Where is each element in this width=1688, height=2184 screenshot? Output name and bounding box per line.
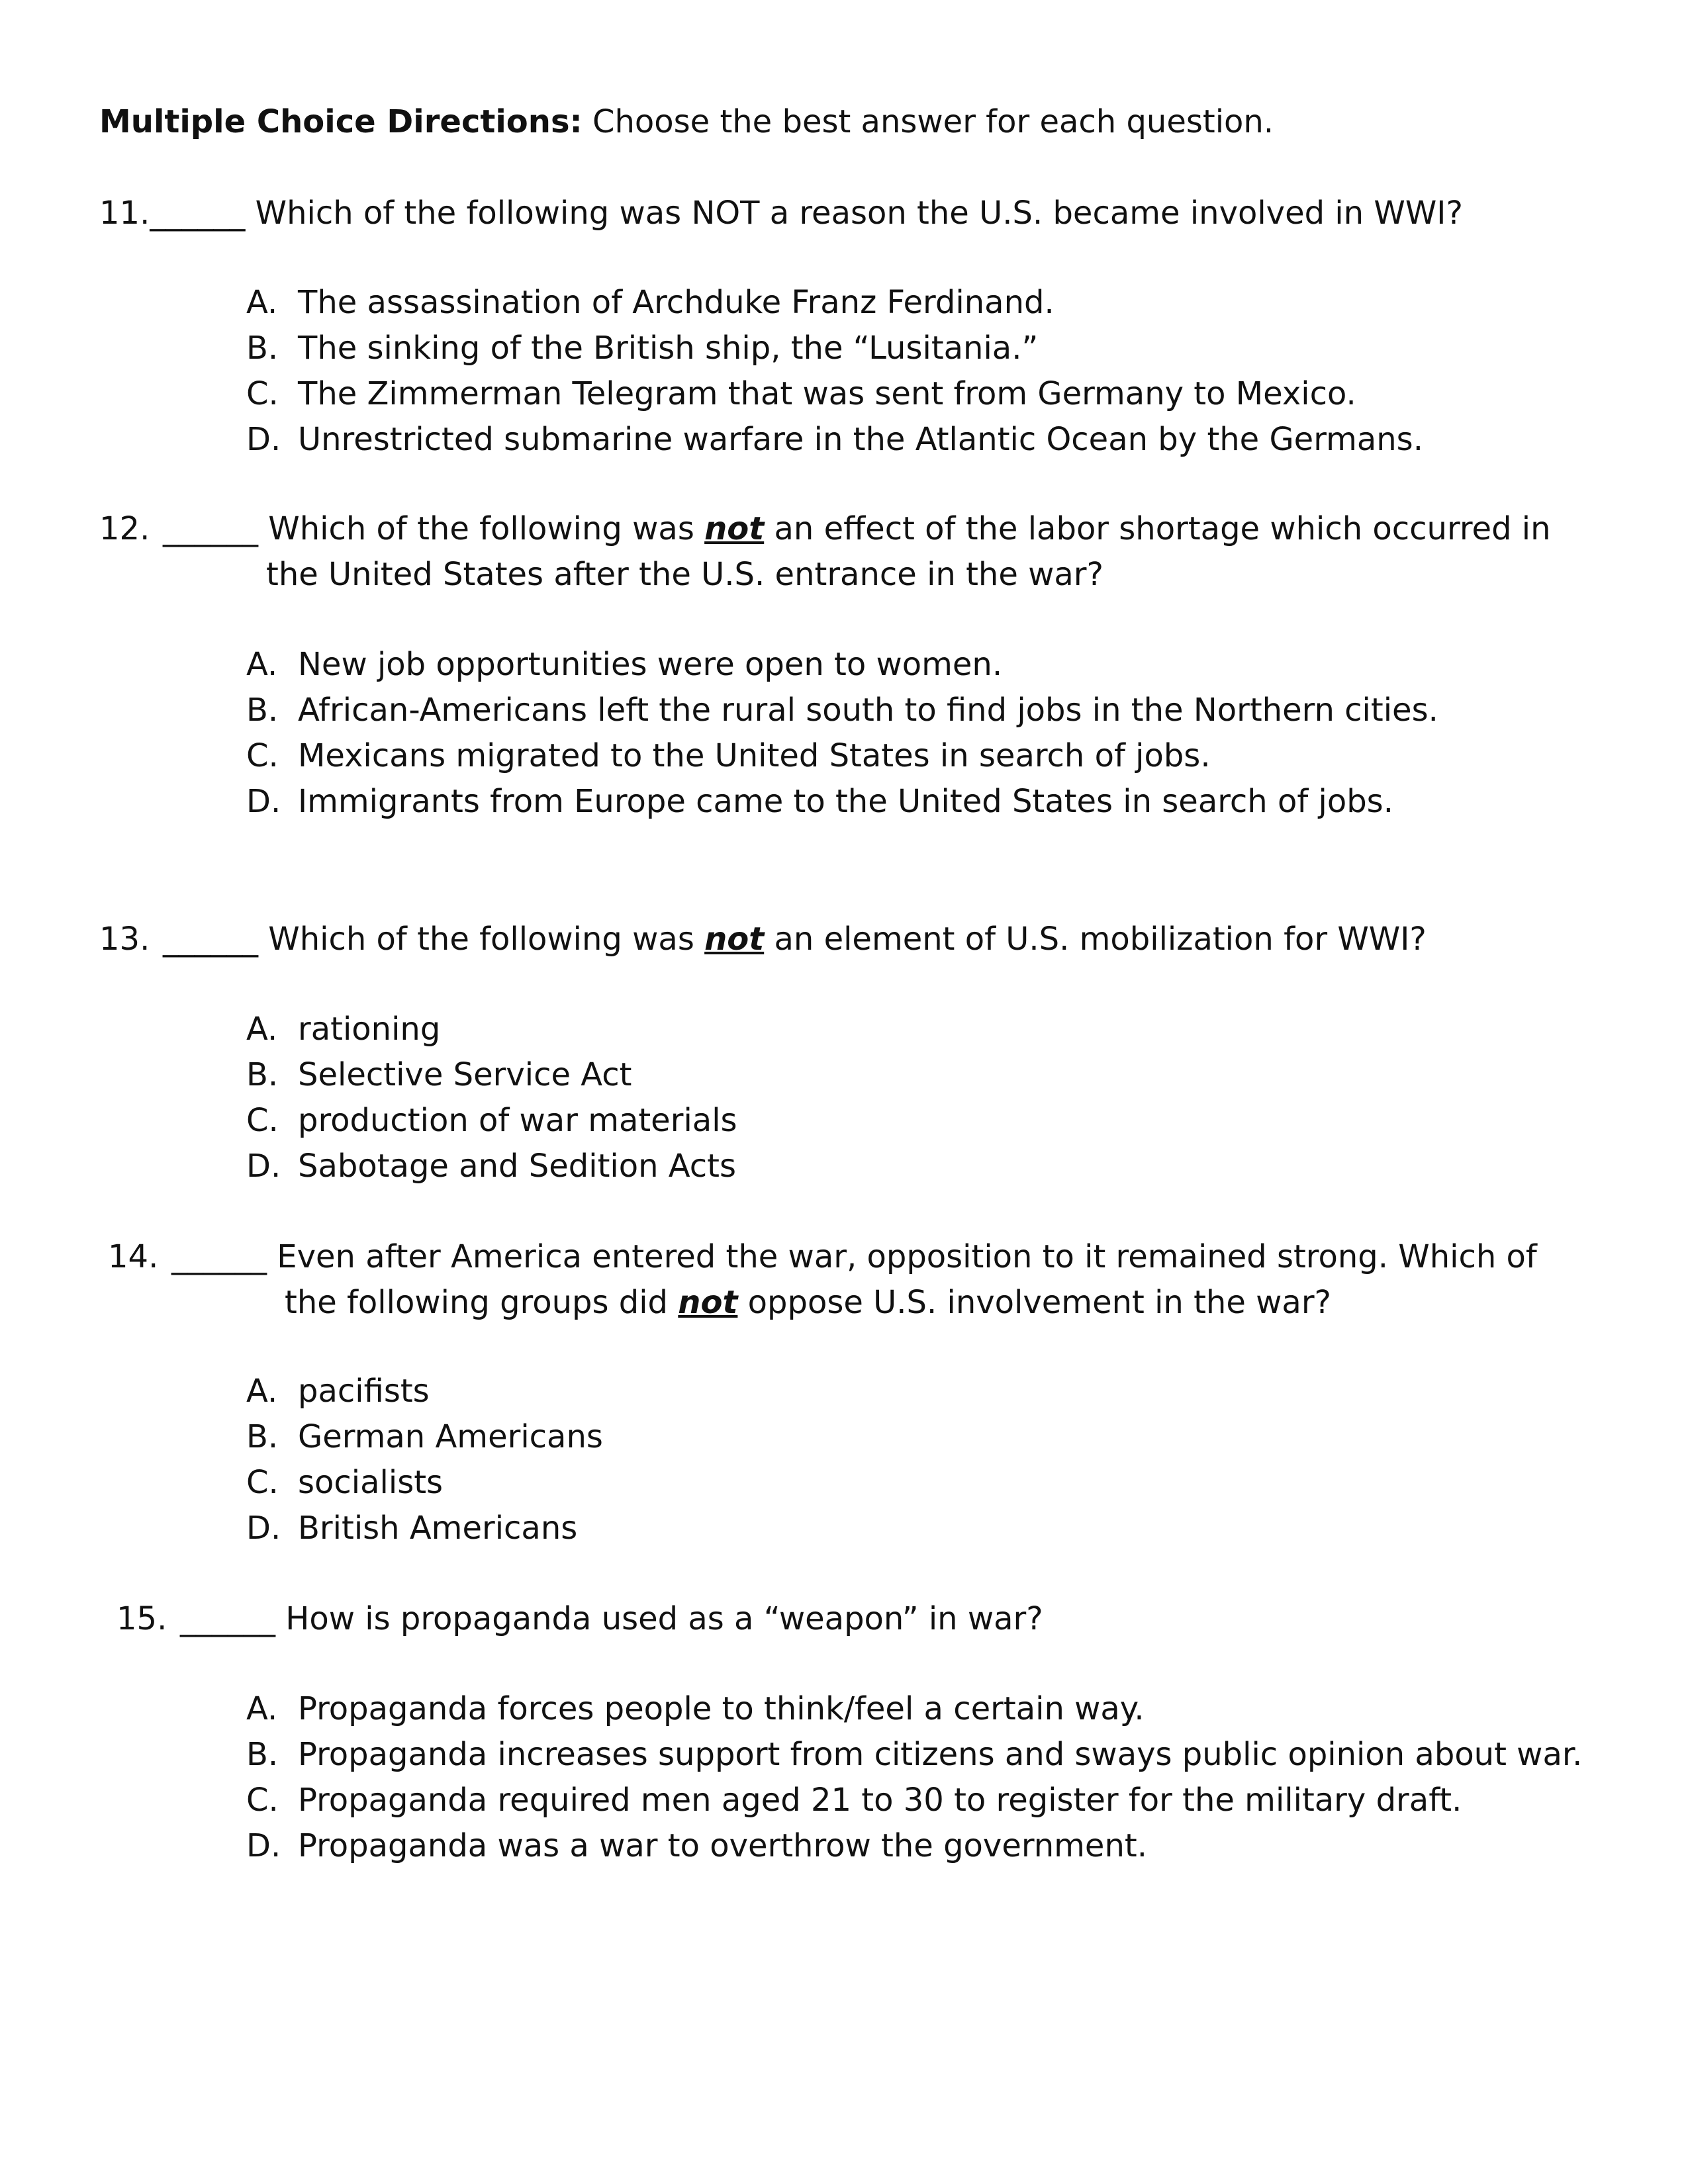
option-b: [246, 326, 1423, 371]
option-letter: B.: [246, 692, 279, 729]
option-letter: C.: [246, 1782, 279, 1819]
option-a: [246, 280, 1423, 326]
option-letter: B.: [246, 1736, 279, 1773]
question-number: 11.: [99, 195, 150, 232]
option-letter: A.: [246, 1690, 278, 1727]
question-number: 13.: [99, 921, 150, 958]
option-a: [246, 1007, 737, 1052]
question-14-continuation: [285, 1280, 1331, 1326]
option-letter: B.: [246, 1056, 279, 1093]
question-text: Which of the following was NOT a reason the U.S. became involved in WWI?: [255, 195, 1463, 232]
option-text: British Americans: [298, 1510, 578, 1547]
option-letter: A.: [246, 1373, 278, 1410]
option-text: New job opportunities were open to women.: [298, 646, 1003, 683]
option-letter: B.: [246, 330, 279, 367]
option-text: Sabotage and Sedition Acts: [298, 1148, 736, 1185]
option-text: Propaganda required men aged 21 to 30 to register for the military draft.: [298, 1782, 1462, 1819]
question-number: 14.: [108, 1238, 159, 1275]
option-d: [246, 417, 1423, 463]
option-letter: D.: [246, 421, 281, 458]
question-14-options: [246, 1369, 603, 1551]
question-11-options: [246, 280, 1423, 463]
option-text: production of war materials: [298, 1102, 737, 1139]
answer-blank[interactable]: ______: [163, 921, 258, 958]
option-text: Immigrants from Europe came to the United States in search of jobs.: [298, 783, 1393, 820]
answer-blank[interactable]: ______: [180, 1600, 275, 1637]
option-text: The sinking of the British ship, the “Lusitania.”: [298, 330, 1039, 367]
question-12-continuation: the United States after the U.S. entrance in the war?: [266, 556, 1103, 593]
option-letter: C.: [246, 1102, 279, 1139]
question-text-end: an effect of the labor shortage which occurred in: [774, 510, 1551, 547]
option-b: [246, 688, 1438, 733]
question-14: [108, 1234, 1537, 1280]
option-a: [246, 1369, 603, 1414]
option-text: Mexicans migrated to the United States in search of jobs.: [298, 737, 1211, 774]
option-c: [246, 733, 1438, 779]
question-text: Even after America entered the war, opposition to it remained strong. Which of: [277, 1238, 1537, 1275]
question-13: [99, 917, 1427, 962]
option-text: Selective Service Act: [298, 1056, 632, 1093]
option-c: [246, 1778, 1582, 1823]
question-11: [99, 191, 1463, 236]
question-emphasis: not: [704, 510, 765, 547]
option-letter: B.: [246, 1418, 279, 1455]
answer-blank[interactable]: ______: [163, 510, 258, 547]
option-letter: A.: [246, 284, 278, 321]
question-12-options: [246, 642, 1438, 825]
directions-label: Multiple Choice Directions:: [99, 103, 583, 140]
option-letter: C.: [246, 1464, 279, 1501]
option-d: [246, 1823, 1582, 1869]
continuation-end: oppose U.S. involvement in the war?: [747, 1284, 1332, 1321]
option-text: African-Americans left the rural south to find jobs in the Northern cities.: [298, 692, 1438, 729]
option-text: rationing: [298, 1011, 441, 1048]
option-b: [246, 1052, 737, 1098]
option-d: [246, 1506, 603, 1551]
option-text: Propaganda increases support from citizens and sways public opinion about war.: [298, 1736, 1583, 1773]
option-b: [246, 1414, 603, 1460]
question-emphasis: not: [678, 1284, 738, 1321]
question-number: 15.: [117, 1600, 167, 1637]
question-13-options: [246, 1007, 737, 1189]
option-letter: A.: [246, 646, 278, 683]
option-text: Propaganda forces people to think/feel a certain way.: [298, 1690, 1145, 1727]
question-text-end: an element of U.S. mobilization for WWI?: [774, 921, 1427, 958]
option-text: socialists: [298, 1464, 444, 1501]
option-c: [246, 1098, 737, 1144]
option-c: [246, 371, 1423, 417]
answer-blank[interactable]: ______: [150, 195, 246, 232]
option-text: German Americans: [298, 1418, 603, 1455]
option-a: [246, 642, 1438, 688]
option-letter: D.: [246, 1148, 281, 1185]
option-letter: D.: [246, 1510, 281, 1547]
directions: [99, 103, 1274, 140]
directions-text: Choose the best answer for each question.: [592, 103, 1274, 140]
option-letter: A.: [246, 1011, 278, 1048]
question-text: How is propaganda used as a “weapon” in war?: [285, 1600, 1043, 1637]
question-15-options: [246, 1686, 1582, 1869]
question-15: [117, 1596, 1043, 1642]
question-12: [99, 506, 1551, 552]
continuation-start: the following groups did: [285, 1284, 669, 1321]
answer-blank[interactable]: ______: [171, 1238, 267, 1275]
question-emphasis: not: [704, 921, 765, 958]
option-text: Propaganda was a war to overthrow the government.: [298, 1827, 1147, 1864]
option-d: [246, 779, 1438, 825]
option-letter: C.: [246, 737, 279, 774]
option-letter: D.: [246, 1827, 281, 1864]
option-letter: D.: [246, 783, 281, 820]
option-text: The assassination of Archduke Franz Ferdinand.: [298, 284, 1055, 321]
option-text: pacifists: [298, 1373, 430, 1410]
option-letter: C.: [246, 375, 279, 412]
question-text-start: Which of the following was: [268, 921, 694, 958]
question-number: 12.: [99, 510, 150, 547]
option-a: [246, 1686, 1582, 1732]
question-text-start: Which of the following was: [268, 510, 694, 547]
option-text: Unrestricted submarine warfare in the Atlantic Ocean by the Germans.: [298, 421, 1423, 458]
option-c: [246, 1460, 603, 1506]
option-text: The Zimmerman Telegram that was sent from Germany to Mexico.: [298, 375, 1356, 412]
option-d: [246, 1144, 737, 1189]
option-b: [246, 1732, 1582, 1778]
